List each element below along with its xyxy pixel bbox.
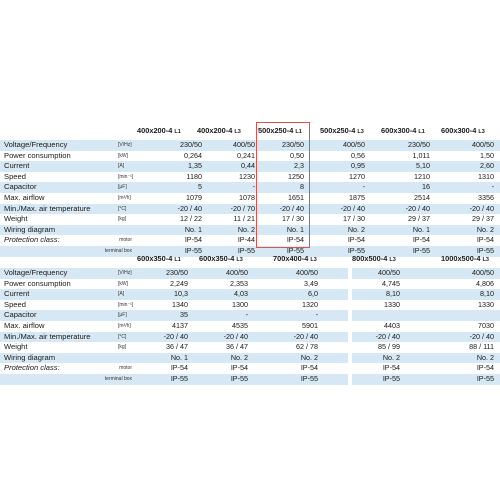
row-sublabel: terminal box xyxy=(104,375,132,382)
value-cell: No. 1 xyxy=(170,352,188,362)
value-cell: 17 / 30 xyxy=(282,214,304,224)
value-cell: No. 1 xyxy=(412,224,430,234)
value-cell: 5 xyxy=(198,182,202,192)
spec-table-2 xyxy=(0,252,500,385)
value-cell: No. 2 xyxy=(237,224,255,234)
value-cell: IP-55 xyxy=(230,373,248,383)
value-cell: IP-55 xyxy=(412,245,430,255)
spec-row xyxy=(0,225,500,236)
model-header xyxy=(273,254,317,263)
model-header xyxy=(381,126,425,135)
value-cell: IP-44 xyxy=(237,235,255,245)
row-unit: [kg] xyxy=(118,344,127,351)
spec-row xyxy=(0,214,500,225)
row-label: Current xyxy=(4,161,30,171)
row-sublabel: motor xyxy=(119,237,132,244)
model-suffix: L1 xyxy=(295,129,302,135)
spec-row xyxy=(0,182,500,193)
value-cell: 2514 xyxy=(414,192,430,202)
value-cell: 11 / 21 xyxy=(233,214,255,224)
value-cell: 1310 xyxy=(478,171,494,181)
value-cell: 0,56 xyxy=(351,150,365,160)
value-cell: 1250 xyxy=(288,171,304,181)
model-suffix: L3 xyxy=(389,257,396,263)
spec-row xyxy=(0,289,500,300)
model-name: 600x350-4 xyxy=(199,254,235,263)
value-cell: 400/50 xyxy=(472,140,494,149)
spec-row xyxy=(0,193,500,204)
value-cell: 1330 xyxy=(478,299,494,309)
value-cell: No. 2 xyxy=(476,224,494,234)
value-cell: 35 xyxy=(180,310,188,320)
model-header xyxy=(441,254,489,263)
value-cell: 62 / 78 xyxy=(296,342,318,352)
value-cell: -20 / 70 xyxy=(230,203,255,213)
model-name: 500x250-4 xyxy=(320,126,356,135)
row-label: Min./Max. air temperature xyxy=(4,331,91,341)
value-cell: 36 / 47 xyxy=(166,342,188,352)
model-name: 400x200-4 xyxy=(137,126,173,135)
row-label: Max. airflow xyxy=(4,320,45,330)
value-cell: 0,241 xyxy=(237,150,255,160)
value-cell: -20 / 40 xyxy=(177,203,202,213)
value-cell: 8 xyxy=(300,182,304,192)
row-label: Power consumption xyxy=(4,278,71,288)
row-unit: [m³/h] xyxy=(118,194,131,201)
spec-row xyxy=(0,321,500,332)
value-cell: IP-55 xyxy=(347,245,365,255)
value-cell: IP-55 xyxy=(476,245,494,255)
row-unit: [A] xyxy=(118,163,125,170)
model-suffix: L3 xyxy=(234,129,241,135)
value-cell: No. 1 xyxy=(286,224,304,234)
model-header xyxy=(137,126,181,135)
value-cell: No. 2 xyxy=(347,224,365,234)
value-cell: -20 / 40 xyxy=(279,203,304,213)
row-unit: [min⁻¹] xyxy=(118,301,134,308)
value-cell: No. 1 xyxy=(184,224,202,234)
value-cell: IP-55 xyxy=(300,373,318,383)
spec-row xyxy=(0,342,500,353)
row-unit: [°C] xyxy=(118,333,127,340)
spec-row xyxy=(0,235,500,246)
value-cell: - xyxy=(315,310,318,320)
value-cell: 2,353 xyxy=(230,278,248,288)
value-cell: 4,03 xyxy=(234,289,248,299)
row-label: Weight xyxy=(4,342,28,352)
spec-row xyxy=(0,353,500,364)
spec-table-1 xyxy=(0,124,500,257)
value-cell: 230/50 xyxy=(166,268,188,277)
value-cell: -20 / 40 xyxy=(293,331,318,341)
value-cell: 7030 xyxy=(478,320,494,330)
value-cell: 4403 xyxy=(384,320,400,330)
value-cell: 4535 xyxy=(232,320,248,330)
value-cell: IP-55 xyxy=(476,373,494,383)
value-cell: 1,50 xyxy=(480,150,494,160)
value-cell: 8,10 xyxy=(480,289,494,299)
spec-row xyxy=(0,300,500,311)
row-unit: [µF] xyxy=(118,184,127,191)
value-cell: No. 2 xyxy=(300,352,318,362)
value-cell: 0,50 xyxy=(290,150,304,160)
model-suffix: L3 xyxy=(310,257,317,263)
value-cell: 1875 xyxy=(349,192,365,202)
model-suffix: L3 xyxy=(482,257,489,263)
model-suffix: L3 xyxy=(357,129,364,135)
value-cell: 1651 xyxy=(288,192,304,202)
value-cell: 1320 xyxy=(302,299,318,309)
row-label: Power consumption xyxy=(4,150,71,160)
row-label: Speed xyxy=(4,171,26,181)
value-cell: 29 / 37 xyxy=(408,214,430,224)
value-cell: 0,264 xyxy=(184,150,202,160)
value-cell: 12 / 22 xyxy=(180,214,202,224)
value-cell: 3356 xyxy=(478,192,494,202)
model-header xyxy=(352,254,396,263)
row-unit: [min⁻¹] xyxy=(118,173,134,180)
model-name: 800x500-4 xyxy=(352,254,388,263)
value-cell: -20 / 40 xyxy=(223,331,248,341)
spec-row xyxy=(0,140,500,151)
spec-row xyxy=(0,161,500,172)
value-cell: 0,95 xyxy=(351,161,365,171)
value-cell: IP-54 xyxy=(300,363,318,373)
value-cell: -20 / 40 xyxy=(340,203,365,213)
row-label: Current xyxy=(4,289,30,299)
value-cell: 1180 xyxy=(186,171,202,181)
model-header xyxy=(441,126,485,135)
value-cell: -20 / 40 xyxy=(469,331,494,341)
highlight-box xyxy=(256,122,310,248)
model-suffix: L3 xyxy=(478,129,485,135)
value-cell: 400/50 xyxy=(378,268,400,277)
value-cell: 29 / 37 xyxy=(472,214,494,224)
value-cell: 230/50 xyxy=(282,140,304,149)
model-header xyxy=(137,254,181,263)
spec-row xyxy=(0,172,500,183)
row-sublabel: motor xyxy=(119,365,132,372)
value-cell: -20 / 40 xyxy=(163,331,188,341)
value-cell: - xyxy=(252,182,255,192)
value-cell: 4,745 xyxy=(382,278,400,288)
value-cell: IP-55 xyxy=(170,373,188,383)
value-cell: 230/50 xyxy=(408,140,430,149)
value-cell: IP-55 xyxy=(184,245,202,255)
row-unit: [m³/h] xyxy=(118,322,131,329)
value-cell: IP-55 xyxy=(286,245,304,255)
row-label: Wiring diagram xyxy=(4,352,56,362)
model-header xyxy=(197,126,241,135)
value-cell: 16 xyxy=(422,182,430,192)
value-cell: IP-55 xyxy=(382,373,400,383)
row-unit: [°C] xyxy=(118,205,127,212)
value-cell: IP-54 xyxy=(347,235,365,245)
value-cell: 5901 xyxy=(302,320,318,330)
value-cell: 1078 xyxy=(239,192,255,202)
value-cell: 2,3 xyxy=(294,161,304,171)
row-unit: [kW] xyxy=(118,280,128,287)
row-label: Min./Max. air temperature xyxy=(4,203,91,213)
value-cell: -20 / 40 xyxy=(405,203,430,213)
row-unit: [A] xyxy=(118,291,125,298)
value-cell: 1,35 xyxy=(188,161,202,171)
value-cell: 400/50 xyxy=(233,140,255,149)
value-cell: No. 2 xyxy=(476,352,494,362)
value-cell: 2,60 xyxy=(480,161,494,171)
value-cell: 400/50 xyxy=(472,268,494,277)
value-cell: 1079 xyxy=(186,192,202,202)
value-cell: IP-54 xyxy=(184,235,202,245)
value-cell: 4137 xyxy=(172,320,188,330)
model-header xyxy=(320,126,364,135)
value-cell: 36 / 47 xyxy=(226,342,248,352)
model-name: 600x350-4 xyxy=(137,254,173,263)
value-cell: IP-54 xyxy=(476,235,494,245)
model-name: 500x250-4 xyxy=(258,126,294,135)
model-name: 700x400-4 xyxy=(273,254,309,263)
value-cell: 17 / 30 xyxy=(343,214,365,224)
row-label: Capacitor xyxy=(4,310,37,320)
value-cell: 4,806 xyxy=(476,278,494,288)
value-cell: IP-54 xyxy=(230,363,248,373)
row-unit: [V/Hz] xyxy=(118,142,132,148)
row-label: Voltage/Frequency xyxy=(4,268,68,277)
row-label: Capacitor xyxy=(4,182,37,192)
model-suffix: L3 xyxy=(236,257,243,263)
value-cell: -20 / 40 xyxy=(469,203,494,213)
column-separator xyxy=(348,268,352,385)
row-label: Protection class: xyxy=(4,363,60,373)
value-cell: 1230 xyxy=(239,171,255,181)
spec-row xyxy=(0,268,500,279)
model-name: 600x300-4 xyxy=(381,126,417,135)
row-label: Speed xyxy=(4,299,26,309)
value-cell: 0,44 xyxy=(241,161,255,171)
model-name: 600x300-4 xyxy=(441,126,477,135)
value-cell: 1,011 xyxy=(412,150,430,160)
value-cell: -20 / 40 xyxy=(375,331,400,341)
value-cell: 1330 xyxy=(384,299,400,309)
value-cell: 400/50 xyxy=(226,268,248,277)
value-cell: 6,0 xyxy=(308,289,318,299)
model-header-row xyxy=(0,124,500,140)
value-cell: 8,10 xyxy=(386,289,400,299)
value-cell: No. 2 xyxy=(230,352,248,362)
value-cell: 1300 xyxy=(232,299,248,309)
value-cell: 10,3 xyxy=(174,289,188,299)
model-suffix: L1 xyxy=(174,257,181,263)
spec-row xyxy=(0,204,500,215)
value-cell: 1340 xyxy=(172,299,188,309)
row-unit: [µF] xyxy=(118,312,127,319)
row-unit: [V/Hz] xyxy=(118,270,132,276)
value-cell: 1210 xyxy=(414,171,430,181)
model-name: 400x200-4 xyxy=(197,126,233,135)
value-cell: 88 / 111 xyxy=(469,342,494,352)
value-cell: IP-54 xyxy=(412,235,430,245)
spec-row xyxy=(0,363,500,374)
row-label: Wiring diagram xyxy=(4,224,56,234)
model-suffix: L1 xyxy=(418,129,425,135)
value-cell: No. 2 xyxy=(382,352,400,362)
spec-row xyxy=(0,151,500,162)
value-cell: 400/50 xyxy=(296,268,318,277)
value-cell: IP-54 xyxy=(382,363,400,373)
value-cell: 230/50 xyxy=(180,140,202,149)
model-header xyxy=(199,254,243,263)
value-cell: IP-54 xyxy=(170,363,188,373)
row-unit: [kW] xyxy=(118,152,128,159)
value-cell: 85 / 99 xyxy=(378,342,400,352)
value-cell: IP-55 xyxy=(237,245,255,255)
value-cell: - xyxy=(491,182,494,192)
model-suffix: L1 xyxy=(174,129,181,135)
value-cell: 3,49 xyxy=(304,278,318,288)
model-header-row xyxy=(0,252,500,268)
value-cell: 5,10 xyxy=(416,161,430,171)
value-cell: 400/50 xyxy=(343,140,365,149)
row-label: Max. airflow xyxy=(4,192,45,202)
spec-row xyxy=(0,310,500,321)
value-cell: 2,249 xyxy=(170,278,188,288)
value-cell: IP-54 xyxy=(476,363,494,373)
spec-row xyxy=(0,332,500,343)
spec-row xyxy=(0,374,500,385)
row-unit: [kg] xyxy=(118,216,127,223)
value-cell: 1270 xyxy=(349,171,365,181)
row-label: Weight xyxy=(4,214,28,224)
value-cell: IP-54 xyxy=(286,235,304,245)
model-name: 1000x500-4 xyxy=(441,254,481,263)
value-cell: - xyxy=(245,310,248,320)
value-cell: - xyxy=(362,182,365,192)
row-label: Voltage/Frequency xyxy=(4,140,68,149)
spec-row xyxy=(0,279,500,290)
row-label: Protection class: xyxy=(4,235,60,245)
row-sublabel: terminal box xyxy=(104,247,132,254)
